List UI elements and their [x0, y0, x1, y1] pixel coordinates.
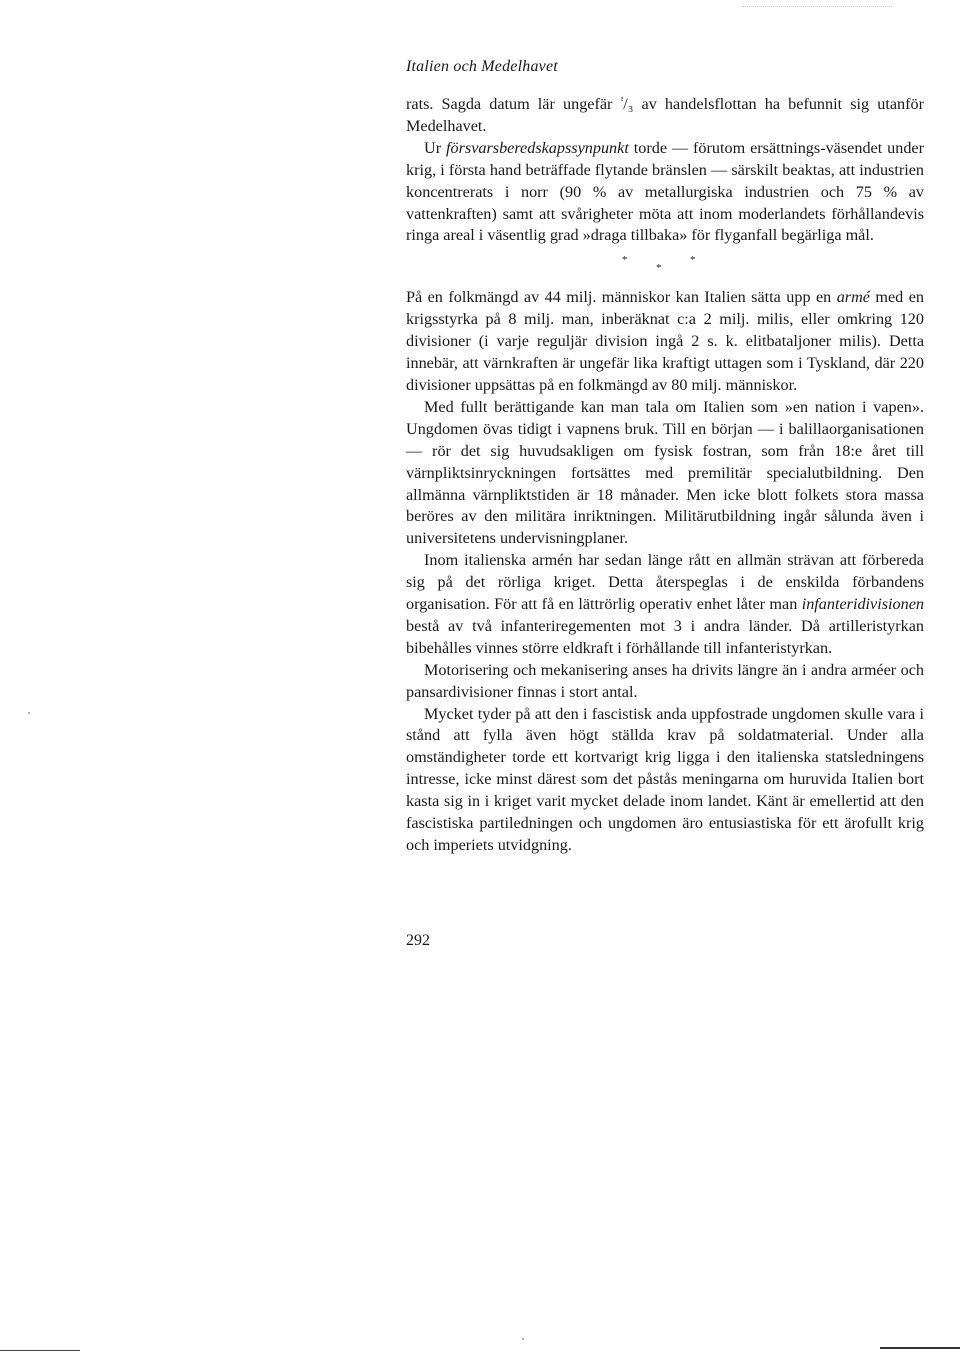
para5-text-b: bestå av två infanteriregementen mot 3 i andra länder. Då artilleristyrkan bibehålles vinnes större eldkraft i förhållande till infanteristyrkan. — [406, 616, 924, 657]
page-number: 292 — [406, 932, 430, 949]
paragraph-defense — [406, 138, 924, 248]
running-header: Italien och Medelhavet — [406, 58, 558, 75]
body-text — [406, 90, 924, 857]
paragraph-motorisation: Motorisering och mekanisering anses ha drivits längre än i andra arméer och pansardivisioner finnas i stort antal. — [406, 660, 924, 701]
paragraph-nation: Med fullt berättigande kan man tala om Italien som »en nation i vapen». Ungdomen övas tidigt i vapnens bruk. Till en början — i balillaorganisationen — rör det sig huvudsakligen om fysisk fostran, som från 18:e året till värnpliktsinryckningen fortsättes med premilitär specialutbildning. Den allmänna värnpliktstiden är 18 månader. Men icke blott folkets stora massa beröres av den militära inriktningen. Militärutbildning ingår sålunda även i universitetens undervisningplaner. — [406, 397, 924, 548]
para5-emphasis: infanteridivisionen — [801, 595, 924, 614]
para3-text-b: med en krigsstyrka på 8 milj. man, inberäknat c:a 2 milj. milis, eller omkring 120 divisioner (i varje reguljär division ingå 2 s. k. elitbataljoner milis). Detta innebär, att värnkraften är ungefär lika kraftigt uttagen som i Tyskland, där 220 divisioner uppsättas på en folkmängd av 80 milj. människor. — [406, 288, 924, 394]
paragraph-continuation — [406, 90, 924, 138]
para3-text-a: På en folkmängd av 44 milj. människor kan Italien sätta upp en — [406, 288, 837, 307]
scan-speck — [28, 712, 30, 714]
paragraph-youth: Mycket tyder på att den i fascistisk anda uppfostrade ungdomen skulle vara i stånd att fylla även högt ställda krav på soldatmaterial. Under alla omständigheter torde ett kortvarigt krig ligga i den italienska statsledningens intresse, icke minst därest som det påstås meningarna om huruvida Italien bort kasta sig in i kriget varit mycket delade inom landet. Känt är emellertid att den fascistiska partiledningen och ungdomen äro entusiastiska för ett ärofullt krig och imperiets utvidgning. — [406, 704, 924, 854]
para3-emphasis: armé — [836, 288, 870, 307]
para2-emphasis: försvarsberedskapssynpunkt — [446, 138, 629, 157]
scan-mark-bottom-right — [880, 1347, 960, 1349]
para1-text-a: rats. Sagda datum lär ungefär — [406, 95, 621, 113]
scan-mark-bottom-left — [0, 1350, 80, 1351]
paragraph-organisation — [406, 550, 924, 660]
separator-star-right: * — [690, 254, 696, 267]
paragraph-army — [406, 287, 924, 397]
section-separator — [406, 247, 924, 287]
separator-star-middle: * — [656, 262, 662, 275]
para2-text-a: Ur — [424, 138, 446, 157]
scan-mark-top — [742, 6, 892, 8]
separator-star-left: * — [622, 254, 628, 267]
scan-speck — [522, 1338, 524, 1340]
para1-text-b: /₃ av handelsflottan ha befunnit sig utanför Medelhavet. — [406, 95, 924, 135]
para1-superscript: ² — [620, 95, 624, 105]
para2-text-b: torde — förutom ersättnings-väsendet under krig, i första hand beträffade flytande bränslen — särskilt beaktas, att industrien koncentrerats i norr (90 % av metallurgiska industrien och 75 % av vattenkraften) samt att svårigheter möta att inom moderlandets förhållandevis ringa areal i väsentlig grad »draga tillbaka» för flyganfall begärliga mål. — [406, 138, 924, 245]
para5-text-a: Inom italienska armén har sedan länge rått en allmän strävan att förbereda sig på det rörliga kriget. Detta återspeglas i de enskilda förbandens organisation. För att få en lättrörlig operativ enhet låter man — [406, 551, 924, 614]
